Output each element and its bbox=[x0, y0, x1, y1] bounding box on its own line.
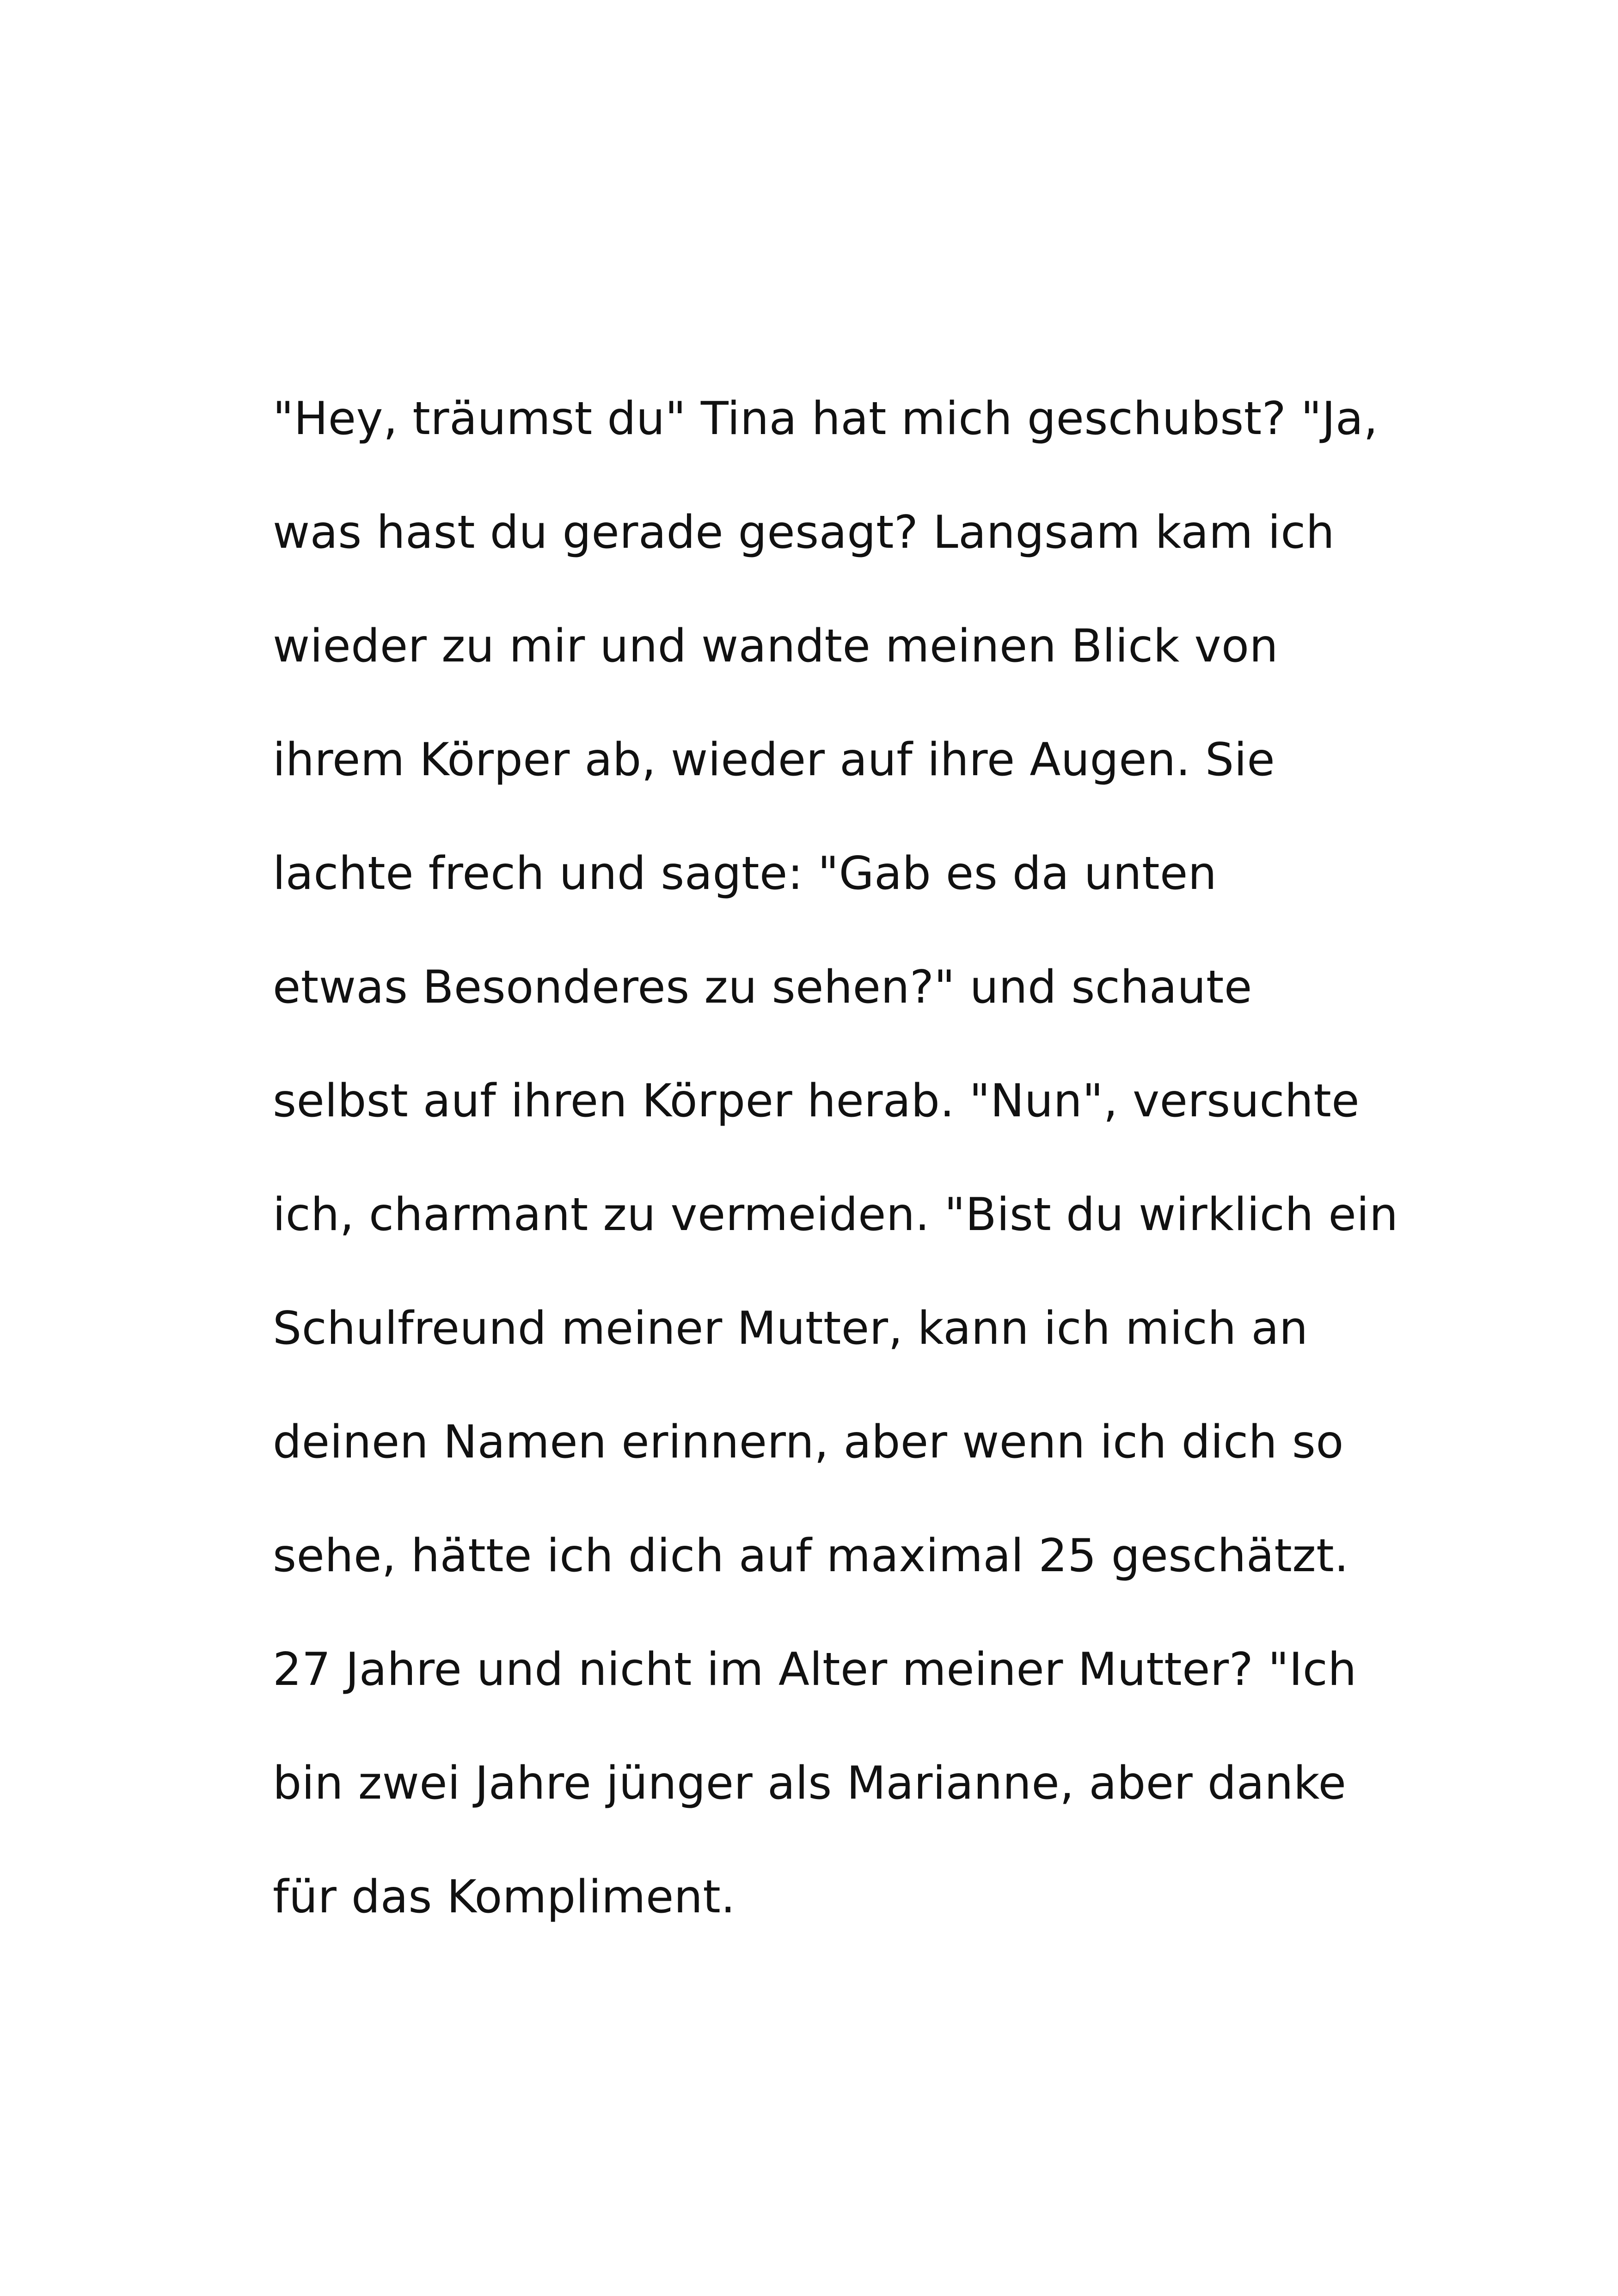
text-line: selbst auf ihren Körper herab. "Nun", versuchte bbox=[273, 1075, 1360, 1127]
text-line: ihrem Körper ab, wieder auf ihre Augen. Sie bbox=[273, 734, 1275, 786]
body-text bbox=[273, 373, 1428, 1965]
text-line: Schulfreund meiner Mutter, kann ich mich an bbox=[273, 1302, 1308, 1355]
text-line: für das Kompliment. bbox=[273, 1871, 735, 1923]
text-line: ich, charmant zu vermeiden. "Bist du wirklich ein bbox=[273, 1188, 1398, 1241]
text-line: etwas Besonderes zu sehen?" und schaute bbox=[273, 961, 1252, 1014]
text-line: 27 Jahre und nicht im Alter meiner Mutter? "Ich bbox=[273, 1643, 1357, 1696]
text-line: deinen Namen erinnern, aber wenn ich dich so bbox=[273, 1416, 1344, 1469]
text-line: sehe, hätte ich dich auf maximal 25 geschätzt. bbox=[273, 1530, 1349, 1582]
text-line: bin zwei Jahre jünger als Marianne, aber danke bbox=[273, 1757, 1347, 1810]
text-line: was hast du gerade gesagt? Langsam kam ich bbox=[273, 506, 1335, 559]
text-line: wieder zu mir und wandte meinen Blick von bbox=[273, 620, 1279, 673]
text-line: "Hey, träumst du" Tina hat mich geschubst? "Ja, bbox=[273, 392, 1379, 445]
text-line: lachte frech und sagte: "Gab es da unten bbox=[273, 847, 1217, 900]
